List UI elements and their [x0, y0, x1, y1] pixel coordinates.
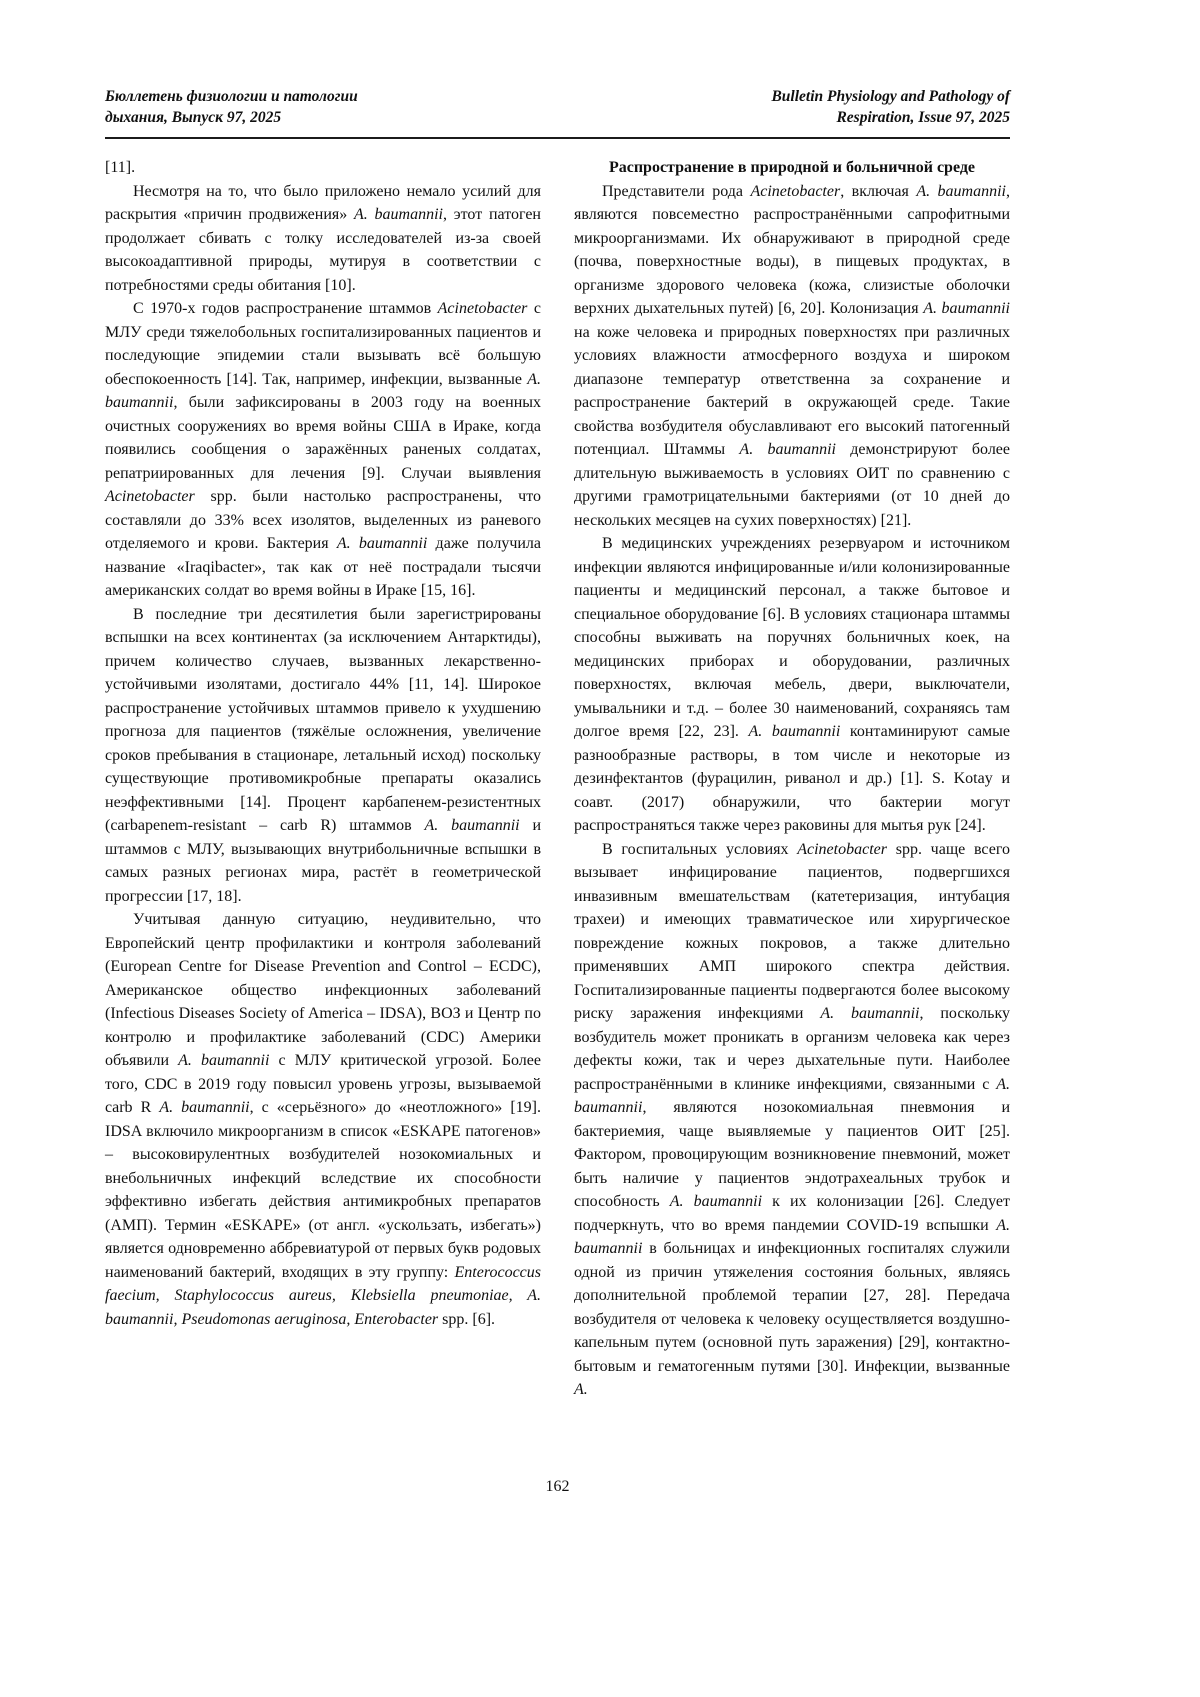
- text-segment: , являются повсеместно распространёнными сапрофитными микроорганизмами. Их обнаруживают в природной среде (почва, поверхностные воды), в пищевых продуктах, в организме здорового человека (кожа, слизистые оболочки верхних дыхательных путей) [6, 20]. Колонизация: [574, 182, 1010, 317]
- species-name-italic: A. baumannii: [574, 1075, 1010, 1116]
- species-name-italic: A. baumannii: [354, 206, 443, 223]
- text-segment: контаминируют самые разнообразные растворы, в том числе и некоторые из дезинфектантов (фурацилин, риванол и др.) [1]. S. Kotay и соавт. (2017) обнаружили, что бактерии могут распространяться также через раковины для мытья рук [24].: [574, 723, 1011, 834]
- text-segment: к их колонизации [26]. Следует подчеркнуть, что во время пандемии COVID-19 вспышки: [574, 1193, 1011, 1234]
- text-segment: , являются нозокомиальная пневмония и бактериемия, чаще выявляемые у пациентов ОИТ [25]. Фактором, провоцирующим возникновение пневмоний, может быть наличие у пациентов эндотрахеальных трубок и способность: [574, 1099, 1010, 1210]
- species-name-italic: A. baumannii: [669, 1193, 763, 1210]
- text-segment: Учитывая данную ситуацию, неудивительно, что Европейский центр профилактики и контроля заболеваний (European Centre for Disease Prevention and Control – ECDC), Американское общество инфекционных заболеваний (Infectious Diseases Society of America – IDSA), ВОЗ и Центр по контролю и профилактике заболеваний (CDC) Америки объявили: [105, 911, 541, 1069]
- species-name-italic: A. baumannii: [574, 1216, 1010, 1257]
- species-name-italic: A. baumannii: [923, 300, 1010, 317]
- page-header: [105, 86, 1010, 128]
- text-segment: даже получила название «Iraqibacter», так как от неё пострадали тысячи американских солдат во время войны в Ираке [15, 16].: [105, 535, 542, 599]
- article-body: [105, 156, 1010, 1402]
- species-name-italic: A. baumannii: [336, 535, 428, 552]
- journal-title-ru-line1: Бюллетень физиологии и патологии: [105, 88, 358, 105]
- text-segment: spp. [6].: [438, 1310, 496, 1328]
- text-segment: Представители рода: [602, 182, 751, 200]
- paragraph: [105, 180, 541, 298]
- right-column-paragraphs: [574, 180, 1010, 1402]
- section-heading: Распространение в природной и больничной среде: [608, 159, 976, 176]
- text-segment: В госпитальных условиях: [602, 840, 798, 858]
- journal-title-ru: [105, 86, 358, 128]
- species-name-italic: A. baumannii: [178, 1052, 270, 1069]
- species-name-italic: Enterococcus faecium, Staphylococcus aureus, Klebsiella pneumoniae, A. baumannii, Pseudomonas aeruginosa, Enterobacter: [105, 1263, 541, 1328]
- journal-title-ru-line2: дыхания, Выпуск 97, 2025: [105, 109, 282, 126]
- text-segment: , включая: [840, 182, 917, 200]
- text-segment: В последние три десятилетия были зарегистрированы вспышки на всех континентах (за исключением Антарктиды), причем количество случаев, вызванных лекарственно-устойчивыми изолятами, достигало 44% [11, 14]. Широкое распространение устойчивых штаммов привело к ухудшению прогноза для пациентов (тяжёлые осложнения, увеличение сроков пребывания в стационаре, летальный исход) поскольку существующие противомикробные препараты оказались неэффективными [14]. Процент карбапенем-резистентных (carbapenem-resistant – carb R) штаммов: [105, 605, 541, 834]
- text-segment: spp. были настолько распространены, что составляли до 33% всех изолятов, выделенных из раневого отделяемого и крови. Бактерия: [105, 488, 541, 552]
- species-name-italic: Acinetobacter: [437, 300, 528, 317]
- paragraph: [105, 297, 541, 603]
- paragraph: [574, 838, 1010, 1402]
- species-name-italic: A. baumannii: [748, 723, 841, 740]
- page-content: [105, 86, 1010, 1402]
- paragraph: [574, 180, 1010, 533]
- right-column: [574, 156, 1010, 1402]
- text-segment: демонстрируют более длительную выживаемость в условиях ОИТ по сравнению с другими грамотрицательными бактериями (от 10 дней до нескольких месяцев на сухих поверхностях) [21].: [574, 441, 1010, 529]
- paragraph: [105, 156, 541, 180]
- journal-title-en: [771, 86, 1010, 128]
- paragraph: [574, 532, 1010, 838]
- text-segment: , этот патоген продолжает сбивать с толку исследователей из-за своей высокоадаптивной природы, мутируя в соответствии с потребностями среды обитания [10].: [105, 206, 541, 294]
- text-segment: spp. чаще всего вызывает инфицирование пациентов, подвергшихся инвазивным вмешательствам (катетеризация, интубация трахеи) и имеющих травматическое или хирургическое повреждение кожных покровов, а также длительно применявших АМП широкого спектра действия. Госпитализированные пациенты подвергаются более высокому риску заражения инфекциями: [574, 840, 1010, 1022]
- species-name-italic: A. baumannii: [424, 817, 520, 834]
- species-name-italic: A. baumannii: [820, 1005, 920, 1022]
- paragraph: [105, 908, 541, 1331]
- text-segment: Несмотря на то, что было приложено немало усилий для раскрытия «причин продвижения»: [105, 182, 541, 223]
- species-name-italic: Acinetobacter: [105, 488, 195, 505]
- left-column: [105, 156, 541, 1402]
- text-segment: [11].: [105, 159, 136, 176]
- text-segment: С 1970-х годов распространение штаммов: [133, 300, 438, 317]
- text-segment: , с «серьёзного» до «неотложного» [19]. IDSA включило микроорганизм в список «ESKAPE патогенов» – высоковирулентных возбудителей нозокомиальных и внебольничных инфекций вследствие их способности эффективно избегать действия антимикробных препаратов (АМП). Термин «ESKAPE» (от англ. «ускользать, избегать») является одновременно аббревиатурой от первых букв родовых наименований бактерий, входящих в эту группу:: [105, 1099, 542, 1281]
- text-segment: , поскольку возбудитель может проникать в организм человека как через дефекты кожи, так и через дыхательные пути. Наиболее распространёнными в клинике инфекциями, связанными с: [574, 1005, 1011, 1093]
- paragraph: [105, 603, 541, 909]
- text-segment: в больницах и инфекционных госпиталях служили одной из причин утяжеления состояния больных, являясь дополнительной проблемой терапии [27, 28]. Передача возбудителя от человека к человеку осуществляется воздушно-капельным путем (основной путь заражения) [29], контактно-бытовым и гематогенным путями [30]. Инфекции, вызванные: [574, 1240, 1010, 1375]
- journal-title-en-line1: Bulletin Physiology and Pathology of: [771, 88, 1010, 105]
- header-divider: [105, 137, 1010, 139]
- text-segment: и штаммов с МЛУ, вызывающих внутрибольничные вспышки в самых разных регионах мира, растёт в геометрической прогрессии [17, 18].: [105, 817, 541, 905]
- species-name-italic: A. baumannii: [159, 1099, 250, 1116]
- text-segment: В медицинских учреждениях резервуаром и источником инфекции являются инфицированные и/или колонизированные пациенты и медицинский персонал, а также бытовое и специальное оборудование [6]. В условиях стационара штаммы способны выживать на поручнях больничных коек, на медицинских приборах и оборудовании, различных поверхностях, включая мебель, двери, выключатели, умывальники и т.д. – более 30 наименований, сохраняясь там долгое время [22, 23].: [574, 535, 1010, 740]
- text-segment: с МЛУ среди тяжелобольных госпитализированных пациентов и последующие эпидемии стали вызывать всё большую обеспокоенность [14]. Так, например, инфекции, вызванные: [105, 300, 541, 388]
- journal-title-en-line2: Respiration, Issue 97, 2025: [836, 109, 1010, 126]
- text-segment: с МЛУ критической угрозой. Более того, CDC в 2019 году повысил уровень угрозы, вызываемой carb R: [105, 1052, 541, 1116]
- species-name-italic: A. baumannii: [916, 182, 1006, 200]
- species-name-italic: Acinetobacter: [797, 840, 887, 858]
- species-name-italic: A. baumannii: [105, 370, 541, 411]
- species-name-italic: A.: [574, 1381, 588, 1398]
- text-segment: на коже человека и природных поверхностях при различных условиях влажности атмосферного воздуха и широком диапазоне температур ответственна за сохранение и распространение бактерий в окружающей среде. Такие свойства возбудителя обуславливают его высокий патогенный потенциал. Штаммы: [574, 323, 1010, 458]
- species-name-italic: A. baumannii: [739, 441, 836, 458]
- page-number: 162: [545, 1478, 570, 1495]
- text-segment: , были зафиксированы в 2003 году на военных очистных сооружениях во время войны США в Ираке, когда появились сообщения о заражённых раненых солдатах, репатриированных для лечения [9]. Случаи выявления: [105, 394, 541, 482]
- species-name-italic: Acinetobacter: [750, 182, 841, 200]
